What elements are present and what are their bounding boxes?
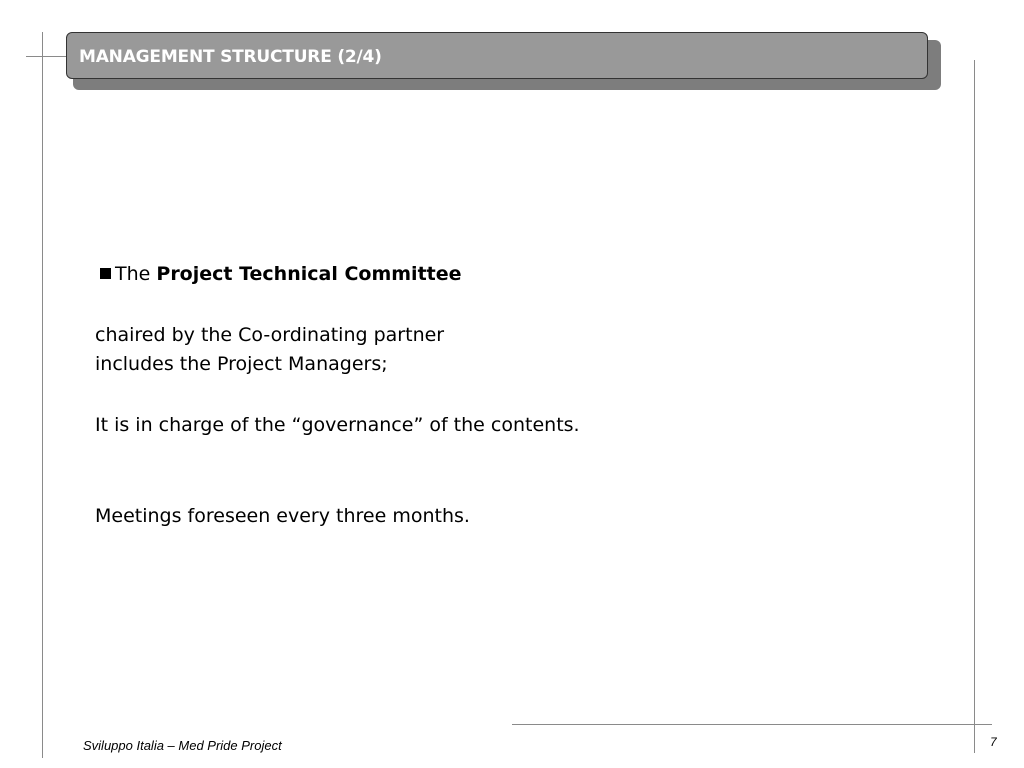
footer-caption: Sviluppo Italia – Med Pride Project — [83, 738, 282, 753]
square-bullet-icon — [100, 268, 111, 279]
body-line-2: includes the Project Managers; — [95, 353, 388, 375]
bullet-bold-text: Project Technical Committee — [156, 263, 462, 285]
bullet-prefix: The — [115, 263, 151, 285]
frame-left-rule — [42, 32, 43, 758]
body-line-4: Meetings foreseen every three months. — [95, 505, 470, 527]
body-line-3: It is in charge of the “governance” of the contents. — [95, 414, 580, 436]
page-number: 7 — [990, 735, 997, 749]
frame-bottom-rule — [512, 724, 992, 725]
frame-top-left-tick — [26, 56, 68, 57]
frame-right-rule — [974, 60, 975, 753]
body-line-1: chaired by the Co-ordinating partner — [95, 324, 445, 346]
slide-title: MANAGEMENT STRUCTURE (2/4) — [79, 47, 382, 67]
bullet-item — [100, 263, 462, 285]
